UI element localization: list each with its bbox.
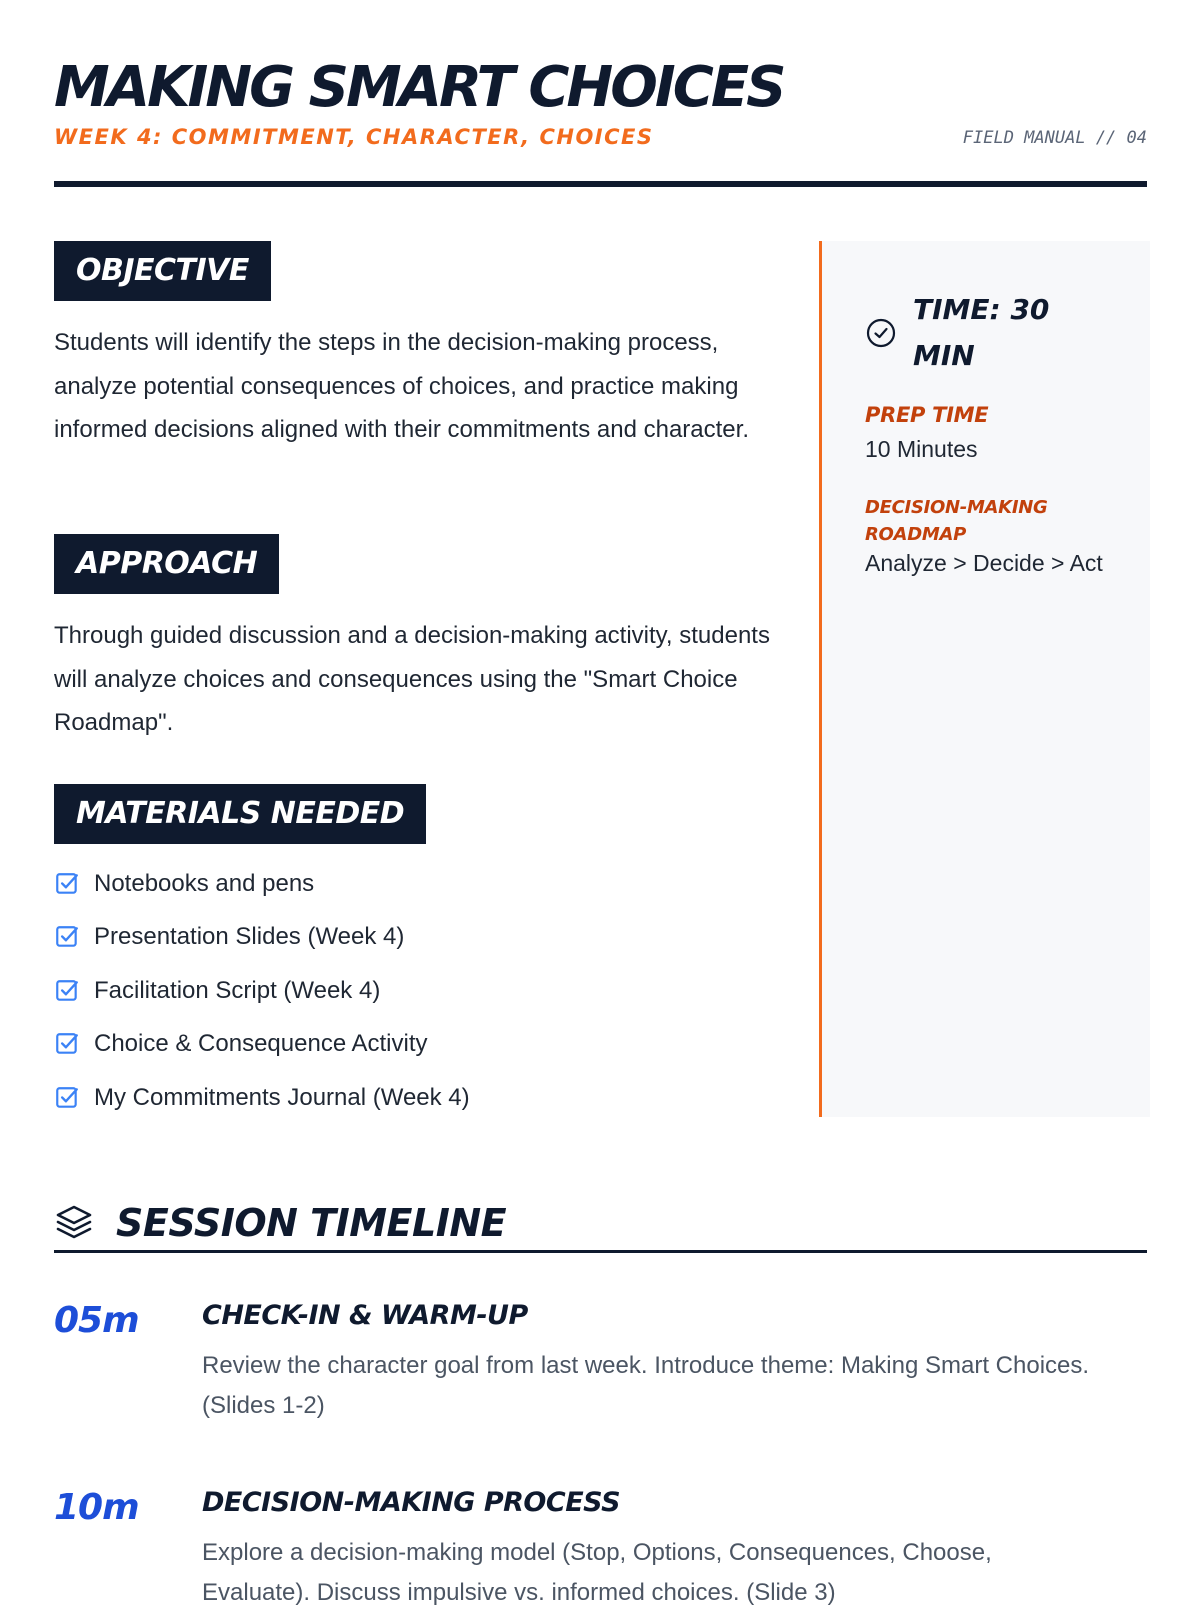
info-sidebar xyxy=(819,241,1150,1117)
material-label: Presentation Slides (Week 4) xyxy=(94,923,405,951)
list-item xyxy=(54,911,470,965)
material-label: Facilitation Script (Week 4) xyxy=(94,976,381,1004)
materials-list xyxy=(54,857,470,1125)
header-divider xyxy=(54,181,1147,187)
list-item xyxy=(54,857,470,911)
approach-heading: APPROACH xyxy=(54,534,279,594)
list-item xyxy=(54,1018,470,1072)
prep-time-label: PREP TIME xyxy=(865,403,989,427)
timeline-time: 05m xyxy=(54,1300,139,1341)
timeline-step-desc: Review the character goal from last week. Introduce theme: Making Smart Choices. (Slides 1-2) xyxy=(202,1352,1090,1419)
checkbox-checked-icon xyxy=(54,924,80,950)
material-label: Notebooks and pens xyxy=(94,869,315,897)
list-item xyxy=(54,964,470,1018)
material-label: My Commitments Journal (Week 4) xyxy=(94,1083,470,1111)
layers-icon xyxy=(54,1203,94,1243)
timeline-divider xyxy=(54,1250,1147,1253)
roadmap-value: Analyze > Decide > Act xyxy=(865,550,1103,576)
objective-heading: OBJECTIVE xyxy=(54,241,271,301)
approach-text: Through guided discussion and a decision-making activity, students will analyze choices and consequences using the "Smart Choice Roadmap". xyxy=(54,622,770,736)
material-label: Choice & Consequence Activity xyxy=(94,1030,428,1058)
objective-text: Students will identify the steps in the decision-making process, analyze potential consequences of choices, and practice making informed decisions aligned with their commitments and character. xyxy=(54,329,749,443)
materials-heading: MATERIALS NEEDED xyxy=(54,784,426,844)
page-title: MAKING SMART CHOICES xyxy=(54,55,784,120)
check-circle-icon xyxy=(865,317,897,349)
prep-time-value: 10 Minutes xyxy=(865,436,978,462)
roadmap-label: DECISION-MAKING ROADMAP xyxy=(865,497,1048,545)
checkbox-checked-icon xyxy=(54,978,80,1004)
checkbox-checked-icon xyxy=(54,1031,80,1057)
time-label: TIME: 30 MIN xyxy=(913,293,1050,372)
page-subtitle: WEEK 4: COMMITMENT, CHARACTER, CHOICES xyxy=(54,125,654,149)
timeline-step-desc: Explore a decision-making model (Stop, Options, Consequences, Choose, Evaluate). Discuss impulsive vs. informed choices. (Slide 3) xyxy=(202,1539,992,1606)
timeline-step-title: DECISION-MAKING PROCESS xyxy=(202,1487,621,1518)
timeline-title: SESSION TIMELINE xyxy=(116,1201,507,1245)
session-time xyxy=(865,287,1113,379)
checkbox-checked-icon xyxy=(54,1085,80,1111)
timeline-step-title: CHECK-IN & WARM-UP xyxy=(202,1300,528,1331)
list-item xyxy=(54,1071,470,1125)
checkbox-checked-icon xyxy=(54,871,80,897)
manual-tag: FIELD MANUAL // 04 xyxy=(962,128,1147,148)
timeline-time: 10m xyxy=(54,1487,139,1528)
